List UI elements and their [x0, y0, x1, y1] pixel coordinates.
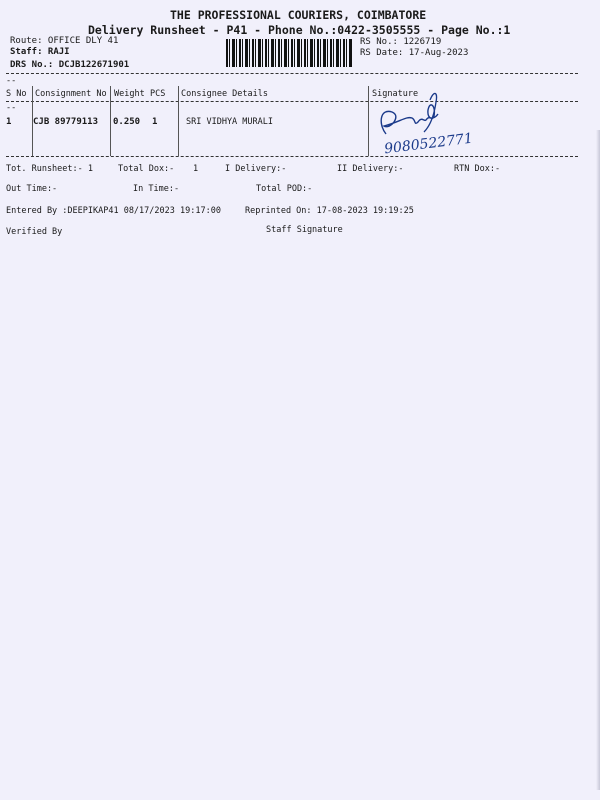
second-delivery: II Delivery:- [337, 164, 404, 174]
row-consignee: SRI VIDHYA MURALI [186, 117, 273, 127]
reprinted-on: Reprinted On: 17-08-2023 19:19:25 [245, 206, 414, 216]
rtn-dox: RTN Dox:- [454, 164, 501, 174]
divider [6, 73, 578, 74]
out-time: Out Time:- [6, 184, 58, 194]
table-bottom-divider [6, 156, 578, 157]
staff-label: Staff: RAJI [10, 47, 70, 57]
col-pcs: PCS [150, 89, 166, 99]
company-title: THE PROFESSIONAL COURIERS, COIMBATORE [170, 8, 427, 22]
column-line [178, 86, 179, 156]
drs-number: DRS No.: DCJB122671901 [10, 60, 130, 70]
divider-mark: -- [6, 103, 17, 113]
route-label: Route: OFFICE DLY 41 [10, 36, 119, 46]
col-consignment: Consignment No [35, 89, 107, 99]
row-consignment: CJB 89779113 [33, 117, 99, 127]
total-dox-label: Total Dox:- [118, 164, 175, 174]
column-line [110, 86, 111, 156]
total-pod: Total POD:- [256, 184, 313, 194]
barcode [226, 39, 352, 67]
entered-by: Entered By :DEEPIKAP41 08/17/2023 19:17:00 [6, 206, 221, 216]
row-sno: 1 [6, 117, 12, 127]
col-sno: S No [6, 89, 27, 99]
first-delivery: I Delivery:- [225, 164, 287, 174]
header-divider [6, 101, 578, 102]
runsheet-subtitle: Delivery Runsheet - P41 - Phone No.:0422-3505555 - Page No.:1 [88, 23, 511, 37]
row-weight: 0.250 [113, 117, 141, 127]
scan-edge [596, 130, 600, 790]
in-time: In Time:- [133, 184, 180, 194]
verified-by: Verified By [6, 227, 63, 237]
row-pcs: 1 [152, 117, 158, 127]
divider-mark: -- [6, 76, 17, 86]
total-dox-value: 1 [193, 164, 199, 174]
rs-date: RS Date: 17-Aug-2023 [360, 48, 469, 58]
signature-phone-number: 9080522771 [383, 130, 474, 158]
col-consignee: Consignee Details [181, 89, 268, 99]
total-runsheet: Tot. Runsheet:- 1 [6, 164, 93, 174]
staff-signature-label: Staff Signature [266, 225, 343, 235]
column-line [368, 86, 369, 156]
col-weight: Weight [114, 89, 145, 99]
col-signature: Signature [372, 89, 419, 99]
rs-number: RS No.: 1226719 [360, 37, 442, 47]
